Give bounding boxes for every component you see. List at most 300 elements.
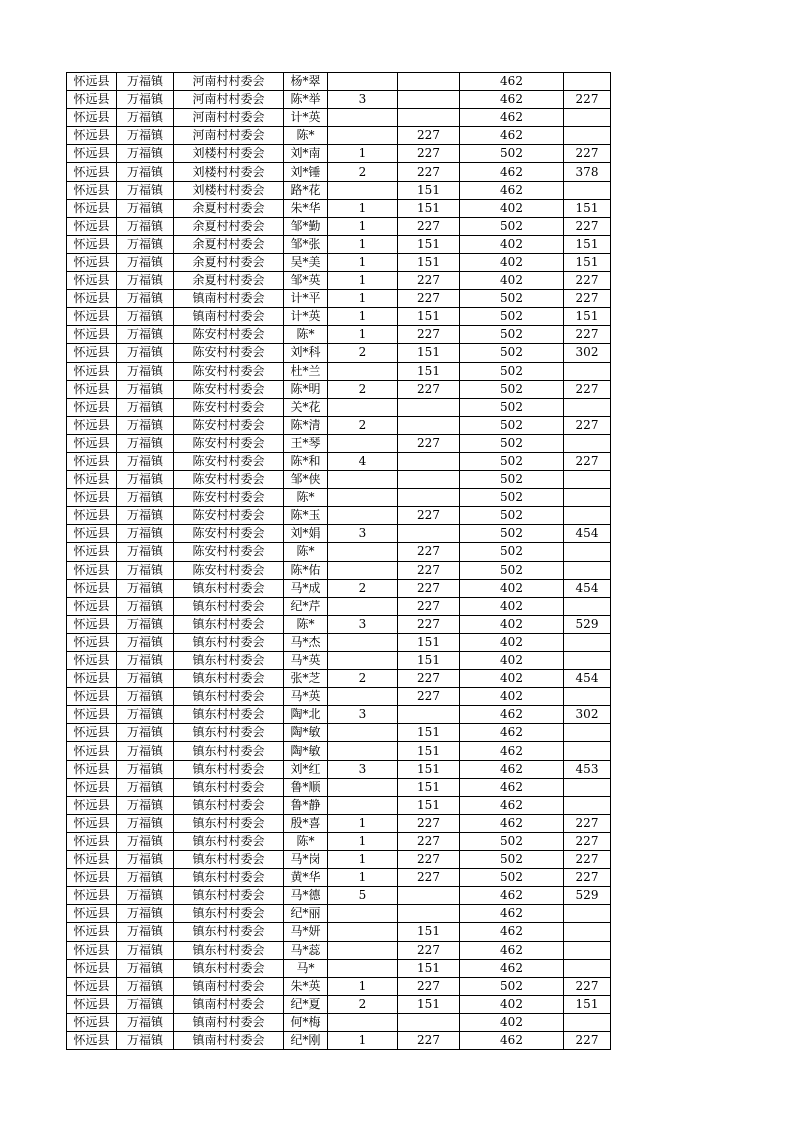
amount-c-cell: 454 bbox=[564, 670, 611, 688]
table-row bbox=[67, 652, 611, 670]
amount-a-cell: 151 bbox=[398, 199, 460, 217]
town-cell: 万福镇 bbox=[117, 742, 174, 760]
table-row bbox=[67, 272, 611, 290]
amount-a-cell bbox=[398, 109, 460, 127]
count-cell: 2 bbox=[328, 995, 398, 1013]
amount-a-cell: 151 bbox=[398, 923, 460, 941]
table-row bbox=[67, 471, 611, 489]
count-cell: 1 bbox=[328, 272, 398, 290]
count-cell bbox=[328, 471, 398, 489]
amount-a-cell bbox=[398, 489, 460, 507]
name-cell: 鲁*静 bbox=[284, 796, 328, 814]
county-cell: 怀远县 bbox=[67, 742, 117, 760]
village-cell: 河南村村委会 bbox=[174, 73, 284, 91]
count-cell: 1 bbox=[328, 326, 398, 344]
amount-b-cell: 502 bbox=[460, 398, 564, 416]
amount-a-cell: 227 bbox=[398, 1031, 460, 1049]
amount-a-cell: 227 bbox=[398, 507, 460, 525]
village-cell: 陈安村村委会 bbox=[174, 416, 284, 434]
amount-c-cell bbox=[564, 362, 611, 380]
count-cell: 1 bbox=[328, 308, 398, 326]
name-cell: 吴*美 bbox=[284, 253, 328, 271]
county-cell: 怀远县 bbox=[67, 579, 117, 597]
village-cell: 陈安村村委会 bbox=[174, 471, 284, 489]
table-row bbox=[67, 199, 611, 217]
amount-a-cell: 227 bbox=[398, 272, 460, 290]
county-cell: 怀远县 bbox=[67, 1031, 117, 1049]
amount-c-cell: 453 bbox=[564, 760, 611, 778]
amount-c-cell bbox=[564, 796, 611, 814]
amount-a-cell: 151 bbox=[398, 742, 460, 760]
amount-a-cell bbox=[398, 706, 460, 724]
count-cell: 3 bbox=[328, 91, 398, 109]
table-row bbox=[67, 326, 611, 344]
table-row bbox=[67, 489, 611, 507]
amount-c-cell bbox=[564, 561, 611, 579]
county-cell: 怀远县 bbox=[67, 1013, 117, 1031]
village-cell: 镇东村村委会 bbox=[174, 796, 284, 814]
amount-c-cell: 529 bbox=[564, 615, 611, 633]
name-cell: 殷*喜 bbox=[284, 814, 328, 832]
amount-a-cell: 227 bbox=[398, 434, 460, 452]
amount-a-cell: 227 bbox=[398, 326, 460, 344]
name-cell: 陈*佑 bbox=[284, 561, 328, 579]
table-row bbox=[67, 525, 611, 543]
amount-a-cell: 227 bbox=[398, 543, 460, 561]
amount-c-cell: 151 bbox=[564, 235, 611, 253]
name-cell: 陶*敏 bbox=[284, 724, 328, 742]
amount-b-cell: 462 bbox=[460, 127, 564, 145]
count-cell: 2 bbox=[328, 344, 398, 362]
amount-a-cell: 227 bbox=[398, 145, 460, 163]
amount-a-cell bbox=[398, 471, 460, 489]
village-cell: 镇东村村委会 bbox=[174, 923, 284, 941]
table-row bbox=[67, 543, 611, 561]
town-cell: 万福镇 bbox=[117, 851, 174, 869]
table-row bbox=[67, 344, 611, 362]
amount-a-cell: 227 bbox=[398, 127, 460, 145]
amount-b-cell: 502 bbox=[460, 452, 564, 470]
count-cell: 1 bbox=[328, 145, 398, 163]
amount-a-cell: 151 bbox=[398, 995, 460, 1013]
table-body bbox=[67, 73, 611, 1050]
amount-c-cell bbox=[564, 543, 611, 561]
amount-c-cell: 227 bbox=[564, 290, 611, 308]
town-cell: 万福镇 bbox=[117, 633, 174, 651]
count-cell bbox=[328, 73, 398, 91]
count-cell bbox=[328, 489, 398, 507]
amount-a-cell: 227 bbox=[398, 217, 460, 235]
name-cell: 邹*张 bbox=[284, 235, 328, 253]
village-cell: 镇东村村委会 bbox=[174, 742, 284, 760]
count-cell: 1 bbox=[328, 869, 398, 887]
name-cell: 马*德 bbox=[284, 887, 328, 905]
table-row bbox=[67, 145, 611, 163]
table-row bbox=[67, 217, 611, 235]
name-cell: 陈* bbox=[284, 543, 328, 561]
town-cell: 万福镇 bbox=[117, 1013, 174, 1031]
village-cell: 陈安村村委会 bbox=[174, 507, 284, 525]
town-cell: 万福镇 bbox=[117, 760, 174, 778]
name-cell: 刘*红 bbox=[284, 760, 328, 778]
amount-c-cell bbox=[564, 471, 611, 489]
amount-b-cell: 462 bbox=[460, 905, 564, 923]
amount-c-cell bbox=[564, 778, 611, 796]
name-cell: 陈* bbox=[284, 127, 328, 145]
name-cell: 张*芝 bbox=[284, 670, 328, 688]
table-row bbox=[67, 561, 611, 579]
amount-b-cell: 502 bbox=[460, 416, 564, 434]
county-cell: 怀远县 bbox=[67, 380, 117, 398]
village-cell: 陈安村村委会 bbox=[174, 380, 284, 398]
village-cell: 镇南村村委会 bbox=[174, 308, 284, 326]
village-cell: 刘楼村村委会 bbox=[174, 181, 284, 199]
amount-b-cell: 402 bbox=[460, 1013, 564, 1031]
name-cell: 陈* bbox=[284, 832, 328, 850]
amount-b-cell: 502 bbox=[460, 308, 564, 326]
village-cell: 余夏村村委会 bbox=[174, 217, 284, 235]
table-row bbox=[67, 941, 611, 959]
county-cell: 怀远县 bbox=[67, 959, 117, 977]
name-cell: 何*梅 bbox=[284, 1013, 328, 1031]
town-cell: 万福镇 bbox=[117, 308, 174, 326]
village-cell: 镇东村村委会 bbox=[174, 597, 284, 615]
name-cell: 陈* bbox=[284, 615, 328, 633]
amount-b-cell: 502 bbox=[460, 543, 564, 561]
county-cell: 怀远县 bbox=[67, 127, 117, 145]
table-row bbox=[67, 597, 611, 615]
county-cell: 怀远县 bbox=[67, 633, 117, 651]
name-cell: 计*英 bbox=[284, 308, 328, 326]
amount-a-cell bbox=[398, 398, 460, 416]
amount-c-cell: 227 bbox=[564, 91, 611, 109]
amount-c-cell bbox=[564, 923, 611, 941]
amount-b-cell: 402 bbox=[460, 688, 564, 706]
amount-a-cell: 227 bbox=[398, 561, 460, 579]
town-cell: 万福镇 bbox=[117, 1031, 174, 1049]
name-cell: 陈* bbox=[284, 489, 328, 507]
amount-b-cell: 462 bbox=[460, 959, 564, 977]
amount-b-cell: 502 bbox=[460, 832, 564, 850]
amount-b-cell: 402 bbox=[460, 579, 564, 597]
amount-c-cell: 227 bbox=[564, 217, 611, 235]
village-cell: 镇东村村委会 bbox=[174, 851, 284, 869]
table-row bbox=[67, 507, 611, 525]
town-cell: 万福镇 bbox=[117, 434, 174, 452]
table-row bbox=[67, 398, 611, 416]
amount-a-cell bbox=[398, 887, 460, 905]
village-cell: 镇东村村委会 bbox=[174, 579, 284, 597]
name-cell: 朱*英 bbox=[284, 977, 328, 995]
table-row bbox=[67, 73, 611, 91]
amount-c-cell bbox=[564, 941, 611, 959]
county-cell: 怀远县 bbox=[67, 471, 117, 489]
table-row bbox=[67, 253, 611, 271]
amount-a-cell: 151 bbox=[398, 181, 460, 199]
village-cell: 镇东村村委会 bbox=[174, 832, 284, 850]
amount-a-cell: 151 bbox=[398, 253, 460, 271]
county-cell: 怀远县 bbox=[67, 145, 117, 163]
town-cell: 万福镇 bbox=[117, 597, 174, 615]
amount-b-cell: 502 bbox=[460, 362, 564, 380]
amount-a-cell: 151 bbox=[398, 724, 460, 742]
table-row bbox=[67, 706, 611, 724]
amount-c-cell bbox=[564, 959, 611, 977]
name-cell: 陈*清 bbox=[284, 416, 328, 434]
amount-b-cell: 502 bbox=[460, 561, 564, 579]
amount-c-cell: 227 bbox=[564, 145, 611, 163]
amount-b-cell: 462 bbox=[460, 760, 564, 778]
count-cell bbox=[328, 507, 398, 525]
amount-a-cell: 151 bbox=[398, 959, 460, 977]
amount-c-cell: 151 bbox=[564, 253, 611, 271]
town-cell: 万福镇 bbox=[117, 199, 174, 217]
town-cell: 万福镇 bbox=[117, 489, 174, 507]
village-cell: 镇南村村委会 bbox=[174, 290, 284, 308]
count-cell bbox=[328, 923, 398, 941]
name-cell: 陶*北 bbox=[284, 706, 328, 724]
amount-c-cell: 454 bbox=[564, 525, 611, 543]
town-cell: 万福镇 bbox=[117, 525, 174, 543]
amount-b-cell: 462 bbox=[460, 109, 564, 127]
count-cell: 1 bbox=[328, 1031, 398, 1049]
table-row bbox=[67, 1031, 611, 1049]
amount-b-cell: 502 bbox=[460, 434, 564, 452]
county-cell: 怀远县 bbox=[67, 344, 117, 362]
county-cell: 怀远县 bbox=[67, 290, 117, 308]
village-cell: 镇东村村委会 bbox=[174, 688, 284, 706]
county-cell: 怀远县 bbox=[67, 362, 117, 380]
county-cell: 怀远县 bbox=[67, 941, 117, 959]
table-row bbox=[67, 380, 611, 398]
table-row bbox=[67, 670, 611, 688]
name-cell: 马*英 bbox=[284, 688, 328, 706]
amount-c-cell: 227 bbox=[564, 416, 611, 434]
amount-b-cell: 402 bbox=[460, 199, 564, 217]
amount-a-cell: 227 bbox=[398, 941, 460, 959]
town-cell: 万福镇 bbox=[117, 326, 174, 344]
amount-b-cell: 402 bbox=[460, 235, 564, 253]
name-cell: 朱*华 bbox=[284, 199, 328, 217]
table-row bbox=[67, 869, 611, 887]
amount-b-cell: 402 bbox=[460, 995, 564, 1013]
count-cell: 1 bbox=[328, 832, 398, 850]
count-cell: 1 bbox=[328, 814, 398, 832]
name-cell: 计*英 bbox=[284, 109, 328, 127]
town-cell: 万福镇 bbox=[117, 561, 174, 579]
name-cell: 杨*翠 bbox=[284, 73, 328, 91]
amount-c-cell bbox=[564, 434, 611, 452]
county-cell: 怀远县 bbox=[67, 905, 117, 923]
town-cell: 万福镇 bbox=[117, 615, 174, 633]
count-cell bbox=[328, 742, 398, 760]
town-cell: 万福镇 bbox=[117, 362, 174, 380]
count-cell bbox=[328, 724, 398, 742]
village-cell: 陈安村村委会 bbox=[174, 525, 284, 543]
amount-b-cell: 462 bbox=[460, 163, 564, 181]
town-cell: 万福镇 bbox=[117, 887, 174, 905]
name-cell: 路*花 bbox=[284, 181, 328, 199]
name-cell: 王*琴 bbox=[284, 434, 328, 452]
amount-c-cell: 378 bbox=[564, 163, 611, 181]
amount-b-cell: 402 bbox=[460, 253, 564, 271]
table-row bbox=[67, 181, 611, 199]
count-cell: 2 bbox=[328, 579, 398, 597]
amount-a-cell bbox=[398, 525, 460, 543]
amount-b-cell: 502 bbox=[460, 851, 564, 869]
town-cell: 万福镇 bbox=[117, 272, 174, 290]
amount-c-cell: 529 bbox=[564, 887, 611, 905]
name-cell: 马*岗 bbox=[284, 851, 328, 869]
table-row bbox=[67, 416, 611, 434]
amount-a-cell bbox=[398, 73, 460, 91]
amount-b-cell: 402 bbox=[460, 272, 564, 290]
county-cell: 怀远县 bbox=[67, 887, 117, 905]
table-row bbox=[67, 362, 611, 380]
county-cell: 怀远县 bbox=[67, 652, 117, 670]
count-cell bbox=[328, 959, 398, 977]
village-cell: 镇东村村委会 bbox=[174, 814, 284, 832]
table-row bbox=[67, 796, 611, 814]
county-cell: 怀远县 bbox=[67, 724, 117, 742]
village-cell: 镇东村村委会 bbox=[174, 615, 284, 633]
amount-c-cell: 227 bbox=[564, 380, 611, 398]
county-cell: 怀远县 bbox=[67, 199, 117, 217]
count-cell: 1 bbox=[328, 290, 398, 308]
county-cell: 怀远县 bbox=[67, 977, 117, 995]
town-cell: 万福镇 bbox=[117, 235, 174, 253]
table-row bbox=[67, 851, 611, 869]
county-cell: 怀远县 bbox=[67, 832, 117, 850]
amount-c-cell: 227 bbox=[564, 326, 611, 344]
amount-b-cell: 462 bbox=[460, 814, 564, 832]
amount-b-cell: 502 bbox=[460, 977, 564, 995]
county-cell: 怀远县 bbox=[67, 706, 117, 724]
village-cell: 陈安村村委会 bbox=[174, 452, 284, 470]
county-cell: 怀远县 bbox=[67, 597, 117, 615]
amount-a-cell: 227 bbox=[398, 163, 460, 181]
name-cell: 纪*丽 bbox=[284, 905, 328, 923]
table-row bbox=[67, 633, 611, 651]
name-cell: 关*花 bbox=[284, 398, 328, 416]
town-cell: 万福镇 bbox=[117, 869, 174, 887]
table-row bbox=[67, 778, 611, 796]
name-cell: 邹*英 bbox=[284, 272, 328, 290]
amount-a-cell: 151 bbox=[398, 796, 460, 814]
county-cell: 怀远县 bbox=[67, 326, 117, 344]
town-cell: 万福镇 bbox=[117, 995, 174, 1013]
amount-a-cell: 151 bbox=[398, 362, 460, 380]
town-cell: 万福镇 bbox=[117, 832, 174, 850]
amount-c-cell bbox=[564, 652, 611, 670]
name-cell: 纪*芹 bbox=[284, 597, 328, 615]
amount-a-cell: 227 bbox=[398, 688, 460, 706]
count-cell bbox=[328, 796, 398, 814]
amount-a-cell: 227 bbox=[398, 851, 460, 869]
village-cell: 陈安村村委会 bbox=[174, 362, 284, 380]
count-cell bbox=[328, 398, 398, 416]
count-cell bbox=[328, 434, 398, 452]
amount-c-cell: 227 bbox=[564, 977, 611, 995]
county-cell: 怀远县 bbox=[67, 615, 117, 633]
town-cell: 万福镇 bbox=[117, 145, 174, 163]
name-cell: 杜*兰 bbox=[284, 362, 328, 380]
village-cell: 镇东村村委会 bbox=[174, 905, 284, 923]
town-cell: 万福镇 bbox=[117, 959, 174, 977]
town-cell: 万福镇 bbox=[117, 507, 174, 525]
county-cell: 怀远县 bbox=[67, 109, 117, 127]
village-cell: 镇东村村委会 bbox=[174, 724, 284, 742]
amount-c-cell: 227 bbox=[564, 869, 611, 887]
count-cell: 2 bbox=[328, 380, 398, 398]
data-table bbox=[66, 72, 611, 1050]
name-cell: 纪*刚 bbox=[284, 1031, 328, 1049]
amount-a-cell: 151 bbox=[398, 633, 460, 651]
county-cell: 怀远县 bbox=[67, 398, 117, 416]
county-cell: 怀远县 bbox=[67, 507, 117, 525]
amount-c-cell: 227 bbox=[564, 452, 611, 470]
county-cell: 怀远县 bbox=[67, 163, 117, 181]
county-cell: 怀远县 bbox=[67, 543, 117, 561]
amount-c-cell bbox=[564, 489, 611, 507]
village-cell: 镇东村村委会 bbox=[174, 941, 284, 959]
amount-c-cell: 227 bbox=[564, 272, 611, 290]
county-cell: 怀远县 bbox=[67, 452, 117, 470]
county-cell: 怀远县 bbox=[67, 253, 117, 271]
amount-a-cell: 227 bbox=[398, 977, 460, 995]
village-cell: 镇东村村委会 bbox=[174, 778, 284, 796]
town-cell: 万福镇 bbox=[117, 688, 174, 706]
name-cell: 计*平 bbox=[284, 290, 328, 308]
amount-c-cell: 454 bbox=[564, 579, 611, 597]
town-cell: 万福镇 bbox=[117, 290, 174, 308]
count-cell bbox=[328, 688, 398, 706]
name-cell: 马*杰 bbox=[284, 633, 328, 651]
count-cell: 1 bbox=[328, 217, 398, 235]
count-cell: 3 bbox=[328, 615, 398, 633]
name-cell: 陈*明 bbox=[284, 380, 328, 398]
county-cell: 怀远县 bbox=[67, 796, 117, 814]
town-cell: 万福镇 bbox=[117, 778, 174, 796]
count-cell: 2 bbox=[328, 416, 398, 434]
count-cell: 2 bbox=[328, 670, 398, 688]
county-cell: 怀远县 bbox=[67, 434, 117, 452]
table-row bbox=[67, 109, 611, 127]
village-cell: 镇东村村委会 bbox=[174, 670, 284, 688]
amount-b-cell: 462 bbox=[460, 887, 564, 905]
amount-b-cell: 462 bbox=[460, 941, 564, 959]
count-cell: 4 bbox=[328, 452, 398, 470]
table-row bbox=[67, 995, 611, 1013]
town-cell: 万福镇 bbox=[117, 905, 174, 923]
amount-b-cell: 502 bbox=[460, 380, 564, 398]
amount-c-cell bbox=[564, 1013, 611, 1031]
name-cell: 刘*南 bbox=[284, 145, 328, 163]
table-row bbox=[67, 579, 611, 597]
county-cell: 怀远县 bbox=[67, 869, 117, 887]
amount-c-cell bbox=[564, 73, 611, 91]
town-cell: 万福镇 bbox=[117, 724, 174, 742]
amount-b-cell: 462 bbox=[460, 796, 564, 814]
amount-b-cell: 502 bbox=[460, 489, 564, 507]
count-cell bbox=[328, 1013, 398, 1031]
amount-a-cell bbox=[398, 416, 460, 434]
table-row bbox=[67, 235, 611, 253]
amount-c-cell: 151 bbox=[564, 308, 611, 326]
town-cell: 万福镇 bbox=[117, 814, 174, 832]
count-cell: 1 bbox=[328, 977, 398, 995]
amount-c-cell: 151 bbox=[564, 199, 611, 217]
